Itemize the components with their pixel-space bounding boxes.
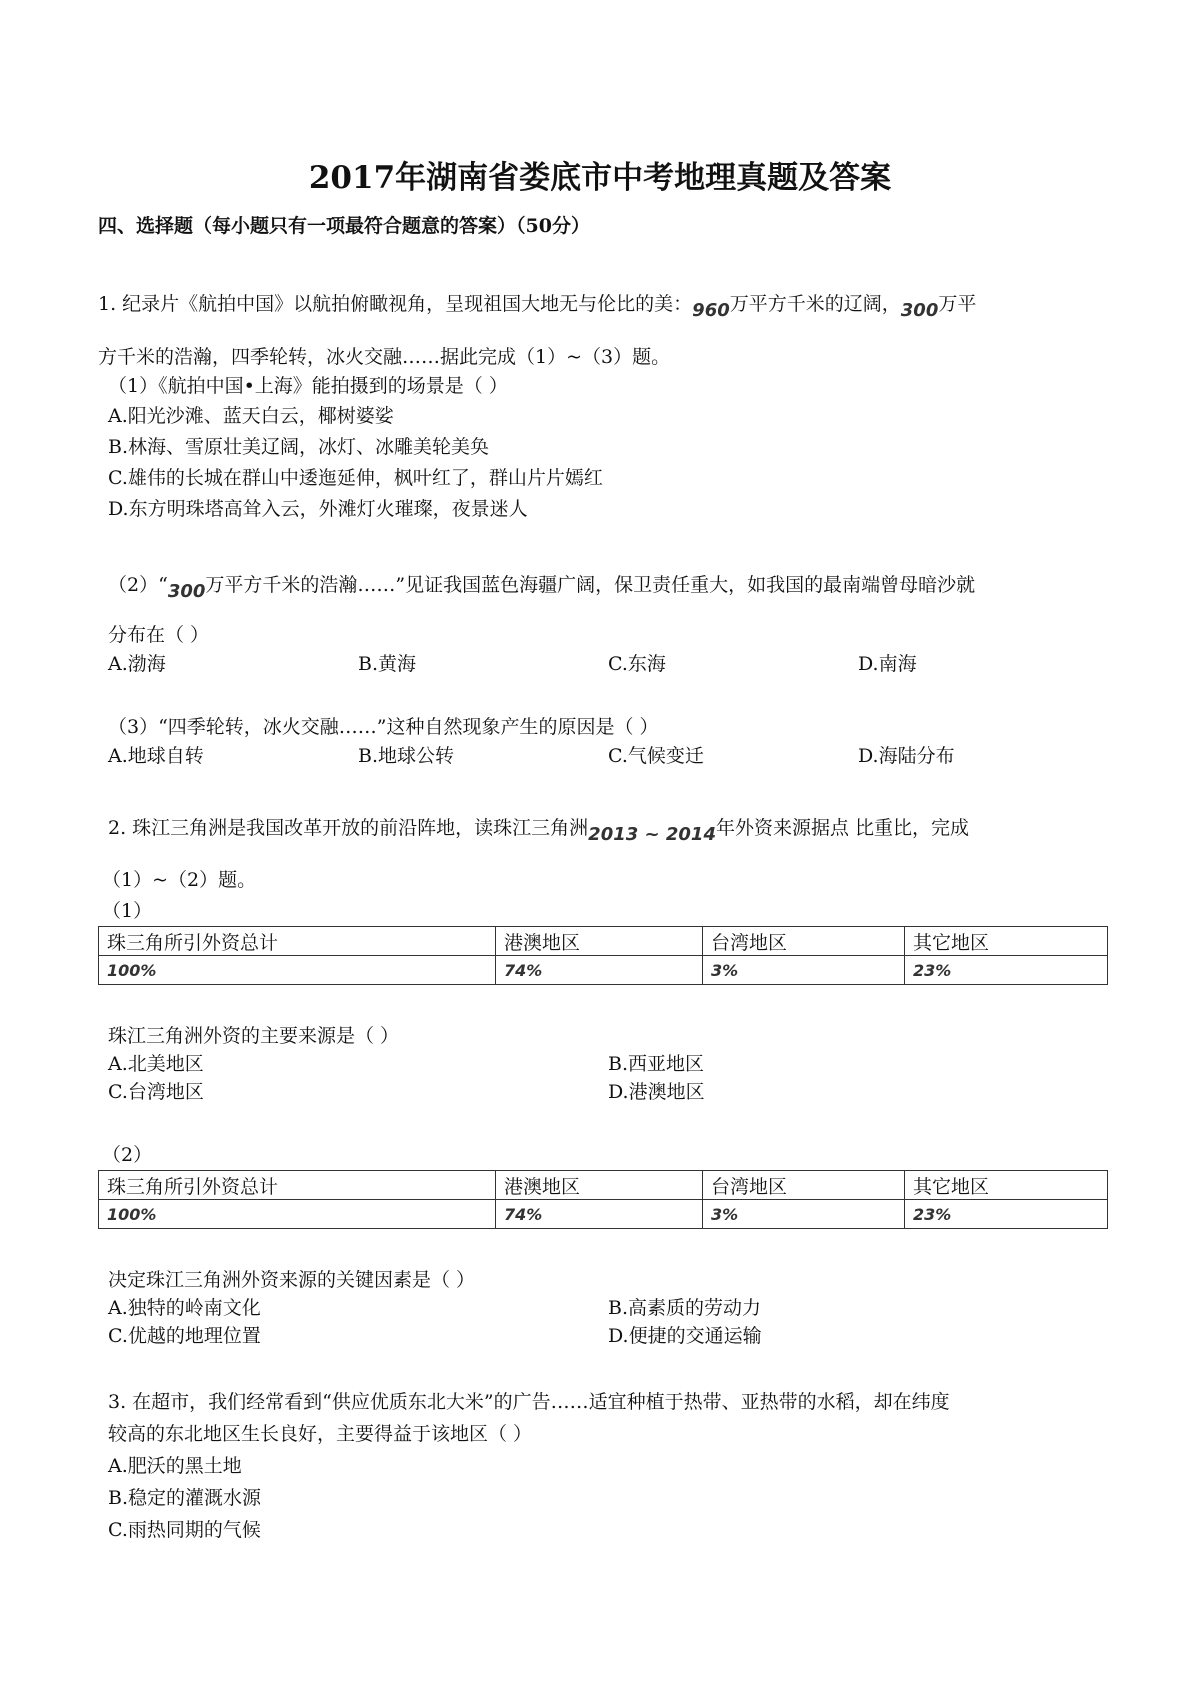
- q2-sub2-options-row2: [108, 1324, 1108, 1348]
- q1-sub2-stem-a: （2）“: [108, 574, 168, 596]
- table-cell: [496, 956, 703, 985]
- table-cell: [703, 1200, 905, 1229]
- table-row: [99, 956, 1108, 985]
- table-header-cell: 港澳地区: [496, 927, 703, 956]
- table-cell: [496, 1200, 703, 1229]
- q1-sub1-stem: （1）《航拍中国•上海》能拍摄到的场景是（ ）: [108, 375, 508, 397]
- table-value: 3%: [711, 961, 739, 980]
- q1-sub3-option-a: A.地球自转: [108, 745, 204, 767]
- q2-sub1-option-a: A.北美地区: [108, 1053, 204, 1075]
- q2-stem-line2: （1）~（2）题。: [102, 869, 257, 891]
- q1-sub3-option-b: B.地球公转: [358, 745, 455, 767]
- table-row: [99, 1200, 1108, 1229]
- q1-sub1-option-c: C.雄伟的长城在群山中逶迤延伸，枫叶红了，群山片片嫣红: [108, 467, 603, 489]
- q2-sub1-option-c: C.台湾地区: [108, 1081, 204, 1103]
- table-header-row: [99, 1171, 1108, 1200]
- table-cell: [905, 956, 1108, 985]
- q2-stem-line1: [108, 816, 970, 845]
- q2-stem-b: 年外资来源据点 比重比，完成: [715, 817, 970, 839]
- q2-sub2-option-a: A.独特的岭南文化: [108, 1297, 261, 1319]
- q1-sub2-option-a: A.渤海: [108, 653, 166, 675]
- q1-num-300: 300: [900, 300, 939, 321]
- q1-stem-c: 万平: [938, 293, 977, 315]
- q2-stem-a: 2. 珠江三角洲是我国改革开放的前沿阵地，读珠江三角洲: [108, 817, 589, 839]
- table-value: 74%: [504, 1205, 543, 1224]
- q2-sub1-option-b: B.西亚地区: [608, 1053, 705, 1075]
- q1-stem-line2: 方千米的浩瀚，四季轮转，冰火交融……据此完成（1）~（3）题。: [98, 346, 671, 368]
- q2-sub1-table: [98, 926, 1108, 985]
- q2-sub1-label: （1）: [102, 900, 153, 922]
- q1-sub3-stem: （3）“四季轮转，冰火交融……”这种自然现象产生的原因是（ ）: [108, 716, 659, 738]
- q2-sub2-option-b: B.高素质的劳动力: [608, 1297, 762, 1319]
- q1-stem-line1: [98, 292, 977, 321]
- q2-sub2-options-row1: [108, 1296, 1108, 1320]
- q2-sub2-option-d: D.便捷的交通运输: [608, 1325, 762, 1347]
- q1-sub1-option-a: A.阳光沙滩、蓝天白云，椰树婆娑: [108, 405, 394, 427]
- q1-sub3-option-d: D.海陆分布: [858, 745, 955, 767]
- table-header-cell: 台湾地区: [703, 927, 905, 956]
- table-header-row: [99, 927, 1108, 956]
- q1-stem-b: 万平方千米的辽阔，: [729, 293, 901, 315]
- q1-sub1-option-b: B.林海、雪原壮美辽阔，冰灯、冰雕美轮美奂: [108, 436, 490, 458]
- table-cell: [99, 1200, 496, 1229]
- q1-sub2-option-c: C.东海: [608, 653, 666, 675]
- q1-sub2-num-300: 300: [167, 581, 206, 602]
- q3-option-b: B.稳定的灌溉水源: [108, 1487, 262, 1509]
- table-header-cell: 其它地区: [905, 1171, 1108, 1200]
- q3-stem-line2: 较高的东北地区生长良好，主要得益于该地区（ ）: [108, 1423, 533, 1445]
- table-value: 23%: [913, 1205, 952, 1224]
- table-cell: [703, 956, 905, 985]
- table-cell: [99, 956, 496, 985]
- page-title: 2017年湖南省娄底市中考地理真题及答案: [308, 160, 892, 196]
- table-value: 100%: [107, 961, 157, 980]
- q1-stem-a: 1. 纪录片《航拍中国》以航拍俯瞰视角，呈现祖国大地无与伦比的美：: [98, 293, 693, 315]
- q2-sub2-table: [98, 1170, 1108, 1229]
- q1-sub3-options: [108, 744, 1108, 768]
- section-heading: 四、选择题（每小题只有一项最符合题意的答案）（50分）: [98, 215, 590, 237]
- q1-sub2-option-d: D.南海: [858, 653, 917, 675]
- q3-stem-line1: 3. 在超市，我们经常看到“供应优质东北大米”的广告……适宜种植于热带、亚热带的水稻，却在纬度: [108, 1391, 950, 1413]
- q3-option-c: C.雨热同期的气候: [108, 1519, 261, 1541]
- table-value: 74%: [504, 961, 543, 980]
- q2-sub1-option-d: D.港澳地区: [608, 1081, 705, 1103]
- table-header-cell: 其它地区: [905, 927, 1108, 956]
- q1-num-960: 960: [692, 300, 730, 321]
- q2-sub2-option-c: C.优越的地理位置: [108, 1325, 261, 1347]
- q1-sub2-stem-line2: 分布在（ ）: [108, 624, 210, 646]
- q1-sub2-option-b: B.黄海: [358, 653, 417, 675]
- q1-sub2-stem-line1: [108, 573, 976, 602]
- table-header-cell: 珠三角所引外资总计: [99, 927, 496, 956]
- q2-years: 2013 ~ 2014: [588, 824, 716, 845]
- table-cell: [905, 1200, 1108, 1229]
- q1-sub2-options: [108, 652, 1108, 676]
- q1-sub1-option-d: D.东方明珠塔高耸入云，外滩灯火璀璨，夜景迷人: [108, 498, 528, 520]
- q2-sub1-options-row1: [108, 1052, 1108, 1076]
- table-header-cell: 台湾地区: [703, 1171, 905, 1200]
- q2-sub2-stem: 决定珠江三角洲外资来源的关键因素是（ ）: [108, 1269, 476, 1291]
- q2-sub1-stem: 珠江三角洲外资的主要来源是（ ）: [108, 1025, 400, 1047]
- q2-sub1-options-row2: [108, 1080, 1108, 1104]
- table-header-cell: 珠三角所引外资总计: [99, 1171, 496, 1200]
- table-value: 100%: [107, 1205, 157, 1224]
- q1-sub2-stem-b: 万平方千米的浩瀚……”见证我国蓝色海疆广阔，保卫责任重大，如我国的最南端曾母暗沙就: [205, 574, 976, 596]
- table-header-cell: 港澳地区: [496, 1171, 703, 1200]
- table-value: 3%: [711, 1205, 739, 1224]
- q3-option-a: A.肥沃的黑土地: [108, 1455, 242, 1477]
- table-value: 23%: [913, 961, 952, 980]
- q1-sub3-option-c: C.气候变迁: [608, 745, 704, 767]
- q2-sub2-label: （2）: [102, 1144, 153, 1166]
